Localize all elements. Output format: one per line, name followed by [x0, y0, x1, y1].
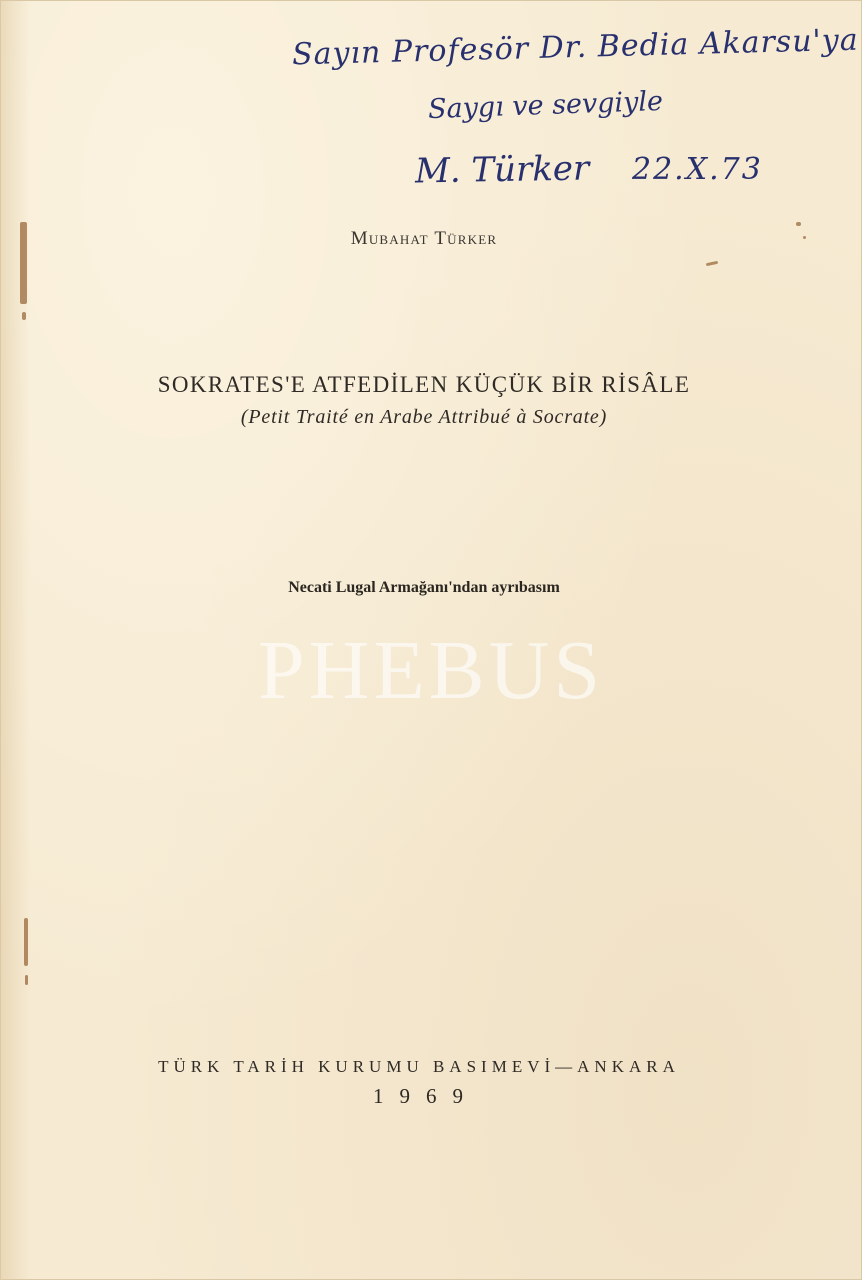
foxing-stain [796, 222, 801, 226]
book-subtitle: (Petit Traité en Arabe Attribué à Socrate) [240, 406, 608, 428]
inscription-line-2: Saygı ve sevgiyle [427, 85, 664, 126]
foxing-stain [22, 312, 26, 320]
inscription-line-1: Sayın Profesör Dr. Bedia Akarsu'ya [291, 22, 860, 73]
offprint-note: Necati Lugal Armağanı'ndan ayrıbasım [288, 579, 560, 596]
inscription-signature: M. Türker [414, 148, 590, 192]
foxing-stain [706, 261, 718, 266]
book-title: SOKRATES'E ATFEDİLEN KÜÇÜK BİR RİSÂLE [157, 372, 691, 397]
inscription-date: 22.X.73 [632, 152, 763, 187]
watermark: PHEBUS [257, 624, 605, 717]
foxing-stain [24, 918, 28, 966]
foxing-stain [25, 975, 28, 985]
publisher-line: TÜRK TARİH KURUMU BASIMEVİ—ANKARA [158, 1057, 680, 1076]
author-name: Mubahat Türker [350, 228, 498, 249]
publication-year: 1969 [373, 1084, 479, 1108]
